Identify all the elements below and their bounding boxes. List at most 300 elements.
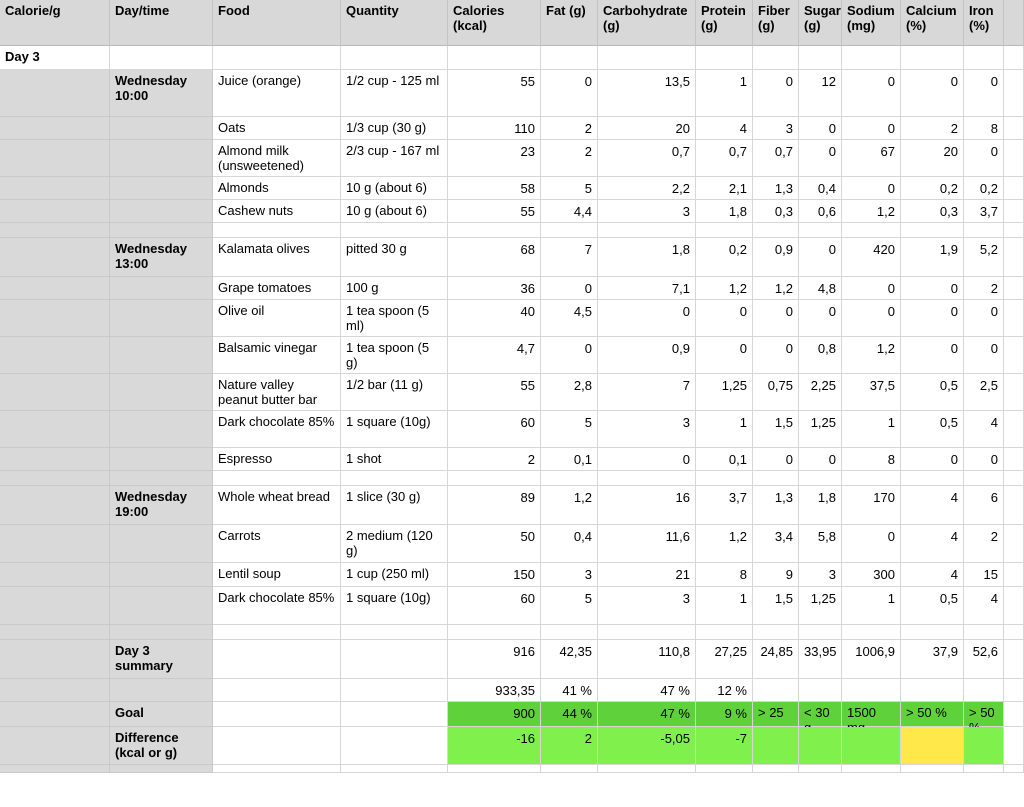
nutrient-value-cell[interactable]: 0 — [901, 448, 964, 471]
nutrient-value-cell[interactable]: 0 — [799, 300, 842, 337]
nutrient-value-cell[interactable]: 1,8 — [799, 486, 842, 525]
nutrient-value-cell[interactable]: 0,4 — [799, 177, 842, 200]
cell[interactable] — [964, 625, 1004, 640]
column-header[interactable] — [1004, 0, 1024, 46]
cell[interactable] — [1004, 177, 1024, 200]
cell[interactable] — [1004, 471, 1024, 486]
nutrient-value-cell[interactable]: 3,7 — [964, 200, 1004, 223]
cell[interactable] — [1004, 140, 1024, 177]
nutrient-value-cell[interactable]: 8 — [842, 448, 901, 471]
cell[interactable] — [1004, 525, 1024, 563]
nutrient-value-cell[interactable]: 0 — [696, 300, 753, 337]
nutrient-value-cell[interactable]: 0 — [842, 300, 901, 337]
cell[interactable] — [1004, 563, 1024, 587]
cell[interactable] — [598, 223, 696, 238]
summary-percent-cell[interactable]: 12 % — [696, 679, 753, 702]
goal-value-cell[interactable]: 44 % — [541, 702, 598, 727]
nutrient-value-cell[interactable]: 1 — [696, 411, 753, 448]
summary-percent-cell[interactable] — [964, 679, 1004, 702]
nutrient-value-cell[interactable]: 0,5 — [901, 411, 964, 448]
nutrient-value-cell[interactable]: 0,7 — [598, 140, 696, 177]
nutrient-value-cell[interactable]: 12 — [799, 70, 842, 117]
quantity-cell[interactable]: 1 tea spoon (5 g) — [341, 337, 448, 374]
nutrient-value-cell[interactable]: 55 — [448, 200, 541, 223]
quantity-cell[interactable]: 2/3 cup - 167 ml — [341, 140, 448, 177]
cell[interactable] — [0, 486, 110, 525]
summary-value-cell[interactable]: 24,85 — [753, 640, 799, 679]
nutrient-value-cell[interactable]: 3,4 — [753, 525, 799, 563]
cell[interactable] — [1004, 200, 1024, 223]
cell[interactable] — [1004, 46, 1024, 70]
nutrient-value-cell[interactable]: 0 — [598, 300, 696, 337]
cell[interactable] — [541, 625, 598, 640]
cell[interactable] — [0, 70, 110, 117]
cell[interactable] — [901, 223, 964, 238]
cell[interactable] — [598, 471, 696, 486]
cell[interactable] — [341, 223, 448, 238]
difference-value-cell[interactable] — [753, 727, 799, 765]
summary-percent-cell[interactable] — [901, 679, 964, 702]
cell[interactable] — [213, 640, 341, 679]
nutrient-value-cell[interactable]: 3 — [799, 563, 842, 587]
nutrient-value-cell[interactable]: 0,9 — [753, 238, 799, 277]
nutrient-value-cell[interactable]: 1,2 — [696, 277, 753, 300]
difference-value-cell[interactable] — [799, 727, 842, 765]
nutrient-value-cell[interactable]: 0,1 — [541, 448, 598, 471]
cell[interactable] — [110, 471, 213, 486]
food-name-cell[interactable]: Almond milk (unsweetened) — [213, 140, 341, 177]
nutrient-value-cell[interactable]: 50 — [448, 525, 541, 563]
difference-value-cell[interactable]: -7 — [696, 727, 753, 765]
nutrient-value-cell[interactable]: 1 — [696, 587, 753, 625]
nutrient-value-cell[interactable]: 0 — [901, 337, 964, 374]
nutrient-value-cell[interactable]: 1,2 — [842, 337, 901, 374]
difference-label[interactable]: Difference (kcal or g) — [110, 727, 213, 765]
cell[interactable] — [1004, 277, 1024, 300]
meal-time[interactable]: Wednesday 10:00 — [110, 70, 213, 117]
nutrient-value-cell[interactable]: 0,5 — [901, 587, 964, 625]
cell[interactable] — [842, 625, 901, 640]
cell[interactable] — [110, 117, 213, 140]
nutrient-value-cell[interactable]: 0 — [598, 448, 696, 471]
nutrient-value-cell[interactable]: 0 — [799, 117, 842, 140]
nutrient-value-cell[interactable]: 6 — [964, 486, 1004, 525]
nutrient-value-cell[interactable]: 0,3 — [753, 200, 799, 223]
cell[interactable] — [696, 46, 753, 70]
nutrient-value-cell[interactable]: 1,8 — [696, 200, 753, 223]
nutrient-value-cell[interactable]: 0 — [842, 177, 901, 200]
nutrient-value-cell[interactable]: 4,4 — [541, 200, 598, 223]
food-name-cell[interactable]: Grape tomatoes — [213, 277, 341, 300]
cell[interactable] — [0, 679, 110, 702]
cell[interactable] — [110, 525, 213, 563]
cell[interactable] — [1004, 337, 1024, 374]
cell[interactable] — [0, 374, 110, 411]
cell[interactable] — [213, 765, 341, 773]
nutrient-value-cell[interactable]: 150 — [448, 563, 541, 587]
nutrient-value-cell[interactable]: 0,8 — [799, 337, 842, 374]
quantity-cell[interactable]: 1 slice (30 g) — [341, 486, 448, 525]
column-header[interactable]: Carbohydrate (g) — [598, 0, 696, 46]
cell[interactable] — [0, 117, 110, 140]
calcium-alert-cell[interactable] — [901, 727, 964, 765]
cell[interactable] — [341, 679, 448, 702]
nutrient-value-cell[interactable]: 5,2 — [964, 238, 1004, 277]
cell[interactable] — [110, 448, 213, 471]
cell[interactable] — [1004, 625, 1024, 640]
nutrient-value-cell[interactable]: 20 — [598, 117, 696, 140]
food-name-cell[interactable]: Olive oil — [213, 300, 341, 337]
cell[interactable] — [799, 765, 842, 773]
cell[interactable] — [110, 337, 213, 374]
nutrient-value-cell[interactable]: 0 — [901, 300, 964, 337]
column-header[interactable]: Protein (g) — [696, 0, 753, 46]
quantity-cell[interactable]: 1 cup (250 ml) — [341, 563, 448, 587]
nutrient-value-cell[interactable]: 0 — [842, 525, 901, 563]
nutrient-value-cell[interactable]: 0 — [541, 70, 598, 117]
goal-value-cell[interactable]: < 30 — [799, 702, 842, 727]
difference-value-cell[interactable]: -16 — [448, 727, 541, 765]
cell[interactable] — [213, 702, 341, 727]
nutrient-value-cell[interactable]: 0 — [964, 140, 1004, 177]
food-name-cell[interactable]: Juice (orange) — [213, 70, 341, 117]
cell[interactable] — [110, 374, 213, 411]
summary-value-cell[interactable]: 42,35 — [541, 640, 598, 679]
cell[interactable] — [753, 223, 799, 238]
nutrient-value-cell[interactable]: 0 — [541, 277, 598, 300]
nutrient-value-cell[interactable]: 5 — [541, 177, 598, 200]
cell[interactable] — [696, 625, 753, 640]
nutrient-value-cell[interactable]: 3 — [598, 587, 696, 625]
cell[interactable] — [598, 625, 696, 640]
column-header[interactable]: Iron (%) — [964, 0, 1004, 46]
nutrient-value-cell[interactable]: 4 — [901, 525, 964, 563]
nutrient-value-cell[interactable]: 1,9 — [901, 238, 964, 277]
food-name-cell[interactable]: Whole wheat bread — [213, 486, 341, 525]
cell[interactable] — [110, 46, 213, 70]
nutrient-value-cell[interactable]: 36 — [448, 277, 541, 300]
cell[interactable] — [799, 625, 842, 640]
cell[interactable] — [842, 223, 901, 238]
nutrient-value-cell[interactable]: 1,25 — [799, 587, 842, 625]
column-header[interactable]: Quantity — [341, 0, 448, 46]
cell[interactable] — [213, 471, 341, 486]
cell[interactable] — [110, 277, 213, 300]
cell[interactable] — [341, 702, 448, 727]
column-header[interactable]: Calorie/g — [0, 0, 110, 46]
cell[interactable] — [799, 46, 842, 70]
quantity-cell[interactable]: 1/2 bar (11 g) — [341, 374, 448, 411]
cell[interactable] — [0, 765, 110, 773]
nutrient-value-cell[interactable]: 1 — [696, 70, 753, 117]
nutrient-value-cell[interactable]: 1,8 — [598, 238, 696, 277]
cell[interactable] — [0, 277, 110, 300]
nutrient-value-cell[interactable]: 3 — [753, 117, 799, 140]
cell[interactable] — [541, 223, 598, 238]
nutrient-value-cell[interactable]: 58 — [448, 177, 541, 200]
summary-percent-cell[interactable] — [753, 679, 799, 702]
nutrient-value-cell[interactable]: 0,2 — [964, 177, 1004, 200]
nutrient-value-cell[interactable]: 0,9 — [598, 337, 696, 374]
cell[interactable] — [598, 46, 696, 70]
nutrient-value-cell[interactable]: 3,7 — [696, 486, 753, 525]
quantity-cell[interactable]: 1 square (10g) — [341, 587, 448, 625]
summary-percent-cell[interactable]: 933,35 — [448, 679, 541, 702]
quantity-cell[interactable]: 100 g — [341, 277, 448, 300]
cell[interactable] — [0, 337, 110, 374]
nutrient-value-cell[interactable]: 55 — [448, 374, 541, 411]
nutrient-value-cell[interactable]: 0 — [799, 140, 842, 177]
cell[interactable] — [0, 223, 110, 238]
quantity-cell[interactable]: 1 square (10g) — [341, 411, 448, 448]
food-name-cell[interactable]: Carrots — [213, 525, 341, 563]
column-header[interactable]: Sugar (g) — [799, 0, 842, 46]
nutrient-value-cell[interactable]: 7 — [541, 238, 598, 277]
cell[interactable] — [110, 411, 213, 448]
nutrient-value-cell[interactable]: 0 — [964, 448, 1004, 471]
nutrient-value-cell[interactable]: 2 — [541, 117, 598, 140]
nutrient-value-cell[interactable]: 5 — [541, 411, 598, 448]
quantity-cell[interactable]: 1 tea spoon (5 ml) — [341, 300, 448, 337]
cell[interactable] — [1004, 727, 1024, 765]
cell[interactable] — [1004, 300, 1024, 337]
cell[interactable] — [213, 46, 341, 70]
summary-value-cell[interactable]: 1006,9 — [842, 640, 901, 679]
summary-value-cell[interactable]: 27,25 — [696, 640, 753, 679]
cell[interactable] — [1004, 70, 1024, 117]
food-name-cell[interactable]: Lentil soup — [213, 563, 341, 587]
nutrient-value-cell[interactable]: 1,2 — [842, 200, 901, 223]
summary-label[interactable]: Day 3 summary — [110, 640, 213, 679]
nutrient-value-cell[interactable]: 0 — [753, 337, 799, 374]
nutrient-value-cell[interactable]: 300 — [842, 563, 901, 587]
nutrient-value-cell[interactable]: 2,8 — [541, 374, 598, 411]
cell[interactable] — [1004, 448, 1024, 471]
cell[interactable] — [753, 625, 799, 640]
nutrient-value-cell[interactable]: 15 — [964, 563, 1004, 587]
quantity-cell[interactable]: 10 g (about 6) — [341, 177, 448, 200]
cell[interactable] — [110, 200, 213, 223]
nutrient-value-cell[interactable]: 8 — [964, 117, 1004, 140]
nutrient-value-cell[interactable]: 4 — [696, 117, 753, 140]
cell[interactable] — [799, 223, 842, 238]
cell[interactable] — [110, 223, 213, 238]
nutrient-value-cell[interactable]: 1,25 — [696, 374, 753, 411]
cell[interactable] — [0, 525, 110, 563]
summary-value-cell[interactable]: 916 — [448, 640, 541, 679]
cell[interactable] — [901, 46, 964, 70]
cell[interactable] — [1004, 640, 1024, 679]
nutrient-value-cell[interactable]: 0 — [901, 277, 964, 300]
quantity-cell[interactable]: 1 shot — [341, 448, 448, 471]
nutrient-value-cell[interactable]: 2 — [541, 140, 598, 177]
goal-value-cell[interactable]: 1500 — [842, 702, 901, 727]
summary-percent-cell[interactable]: 47 % — [598, 679, 696, 702]
food-name-cell[interactable]: Cashew nuts — [213, 200, 341, 223]
nutrient-value-cell[interactable]: 2 — [448, 448, 541, 471]
cell[interactable] — [110, 177, 213, 200]
nutrient-value-cell[interactable]: 0 — [799, 448, 842, 471]
cell[interactable] — [0, 563, 110, 587]
cell[interactable] — [1004, 238, 1024, 277]
column-header[interactable]: Day/time — [110, 0, 213, 46]
difference-value-cell[interactable] — [842, 727, 901, 765]
nutrient-value-cell[interactable]: 0 — [541, 337, 598, 374]
cell[interactable] — [696, 223, 753, 238]
cell[interactable] — [341, 46, 448, 70]
column-header[interactable]: Food — [213, 0, 341, 46]
nutrient-value-cell[interactable]: 67 — [842, 140, 901, 177]
goal-value-cell[interactable]: > 25 — [753, 702, 799, 727]
nutrient-value-cell[interactable]: 2,2 — [598, 177, 696, 200]
cell[interactable] — [964, 765, 1004, 773]
cell[interactable] — [0, 200, 110, 223]
nutrient-value-cell[interactable]: 3 — [541, 563, 598, 587]
cell[interactable] — [0, 300, 110, 337]
food-name-cell[interactable]: Dark chocolate 85% — [213, 587, 341, 625]
cell[interactable] — [0, 727, 110, 765]
summary-percent-cell[interactable] — [799, 679, 842, 702]
cell[interactable] — [341, 471, 448, 486]
cell[interactable] — [110, 765, 213, 773]
cell[interactable] — [0, 640, 110, 679]
nutrient-value-cell[interactable]: 68 — [448, 238, 541, 277]
nutrient-value-cell[interactable]: 13,5 — [598, 70, 696, 117]
cell[interactable] — [1004, 587, 1024, 625]
nutrient-value-cell[interactable]: 2,1 — [696, 177, 753, 200]
difference-value-cell[interactable] — [964, 727, 1004, 765]
summary-value-cell[interactable]: 110,8 — [598, 640, 696, 679]
nutrient-value-cell[interactable]: 0 — [753, 300, 799, 337]
nutrient-value-cell[interactable]: 0 — [842, 277, 901, 300]
goal-value-cell[interactable]: 47 % — [598, 702, 696, 727]
cell[interactable] — [110, 300, 213, 337]
cell[interactable] — [0, 177, 110, 200]
cell[interactable] — [110, 563, 213, 587]
quantity-cell[interactable]: 2 medium (120 g) — [341, 525, 448, 563]
nutrient-value-cell[interactable]: 420 — [842, 238, 901, 277]
column-header[interactable]: Calcium (%) — [901, 0, 964, 46]
nutrient-value-cell[interactable]: 110 — [448, 117, 541, 140]
cell[interactable] — [448, 46, 541, 70]
nutrient-value-cell[interactable]: 5 — [541, 587, 598, 625]
summary-value-cell[interactable]: 52,6 — [964, 640, 1004, 679]
nutrient-value-cell[interactable]: 0,3 — [901, 200, 964, 223]
nutrient-value-cell[interactable]: 8 — [696, 563, 753, 587]
cell[interactable] — [1004, 374, 1024, 411]
goal-value-cell[interactable]: 900 — [448, 702, 541, 727]
nutrient-value-cell[interactable]: 0 — [842, 70, 901, 117]
cell[interactable] — [0, 702, 110, 727]
nutrient-value-cell[interactable]: 1,5 — [753, 587, 799, 625]
column-header[interactable]: Calories (kcal) — [448, 0, 541, 46]
nutrient-value-cell[interactable]: 1,5 — [753, 411, 799, 448]
nutrient-value-cell[interactable]: 0,7 — [753, 140, 799, 177]
nutrient-value-cell[interactable]: 0 — [964, 337, 1004, 374]
cell[interactable] — [0, 448, 110, 471]
cell[interactable] — [110, 625, 213, 640]
nutrient-value-cell[interactable]: 20 — [901, 140, 964, 177]
nutrient-value-cell[interactable]: 60 — [448, 411, 541, 448]
nutrient-value-cell[interactable]: 4 — [901, 486, 964, 525]
cell[interactable] — [0, 587, 110, 625]
nutrient-value-cell[interactable]: 0,2 — [696, 238, 753, 277]
cell[interactable] — [799, 471, 842, 486]
cell[interactable] — [0, 140, 110, 177]
quantity-cell[interactable]: 10 g (about 6) — [341, 200, 448, 223]
nutrient-value-cell[interactable]: 2,5 — [964, 374, 1004, 411]
cell[interactable] — [901, 625, 964, 640]
food-name-cell[interactable]: Almonds — [213, 177, 341, 200]
nutrient-value-cell[interactable]: 0 — [753, 448, 799, 471]
cell[interactable] — [341, 640, 448, 679]
cell[interactable] — [842, 765, 901, 773]
cell[interactable] — [341, 765, 448, 773]
goal-value-cell[interactable]: 9 % — [696, 702, 753, 727]
cell[interactable] — [901, 765, 964, 773]
nutrient-value-cell[interactable]: 1,3 — [753, 486, 799, 525]
food-name-cell[interactable]: Dark chocolate 85% — [213, 411, 341, 448]
nutrient-value-cell[interactable]: 5,8 — [799, 525, 842, 563]
cell[interactable] — [0, 238, 110, 277]
nutrient-value-cell[interactable]: 2 — [901, 117, 964, 140]
cell[interactable] — [213, 727, 341, 765]
nutrient-value-cell[interactable]: 4,5 — [541, 300, 598, 337]
cell[interactable] — [448, 223, 541, 238]
cell[interactable] — [341, 727, 448, 765]
nutrient-value-cell[interactable]: 170 — [842, 486, 901, 525]
nutrient-value-cell[interactable]: 3 — [598, 200, 696, 223]
nutrient-value-cell[interactable]: 0 — [964, 70, 1004, 117]
cell[interactable] — [213, 223, 341, 238]
nutrient-value-cell[interactable]: 7 — [598, 374, 696, 411]
cell[interactable] — [696, 765, 753, 773]
cell[interactable] — [598, 765, 696, 773]
nutrient-value-cell[interactable]: 40 — [448, 300, 541, 337]
cell[interactable] — [1004, 411, 1024, 448]
nutrient-value-cell[interactable]: 37,5 — [842, 374, 901, 411]
summary-value-cell[interactable]: 33,95 — [799, 640, 842, 679]
cell[interactable] — [1004, 486, 1024, 525]
nutrient-value-cell[interactable]: 0 — [842, 117, 901, 140]
nutrient-value-cell[interactable]: 4 — [901, 563, 964, 587]
nutrient-value-cell[interactable]: 0,7 — [696, 140, 753, 177]
cell[interactable] — [0, 411, 110, 448]
cell[interactable] — [964, 471, 1004, 486]
column-header[interactable]: Fiber (g) — [753, 0, 799, 46]
nutrient-value-cell[interactable]: 2 — [964, 277, 1004, 300]
cell[interactable] — [753, 46, 799, 70]
nutrient-value-cell[interactable]: 0,5 — [901, 374, 964, 411]
food-name-cell[interactable]: Oats — [213, 117, 341, 140]
nutrient-value-cell[interactable]: 4,7 — [448, 337, 541, 374]
nutrient-value-cell[interactable]: 11,6 — [598, 525, 696, 563]
nutrient-value-cell[interactable]: 0 — [901, 70, 964, 117]
cell[interactable] — [448, 625, 541, 640]
nutrient-value-cell[interactable]: 16 — [598, 486, 696, 525]
quantity-cell[interactable]: 1/3 cup (30 g) — [341, 117, 448, 140]
cell[interactable] — [1004, 702, 1024, 727]
nutrient-value-cell[interactable]: 1,3 — [753, 177, 799, 200]
cell[interactable] — [753, 765, 799, 773]
cell[interactable] — [448, 471, 541, 486]
cell[interactable] — [1004, 765, 1024, 773]
cell[interactable] — [110, 679, 213, 702]
nutrient-value-cell[interactable]: 1 — [842, 587, 901, 625]
nutrient-value-cell[interactable]: 0 — [799, 238, 842, 277]
nutrient-value-cell[interactable]: 9 — [753, 563, 799, 587]
nutrient-value-cell[interactable]: 0,4 — [541, 525, 598, 563]
